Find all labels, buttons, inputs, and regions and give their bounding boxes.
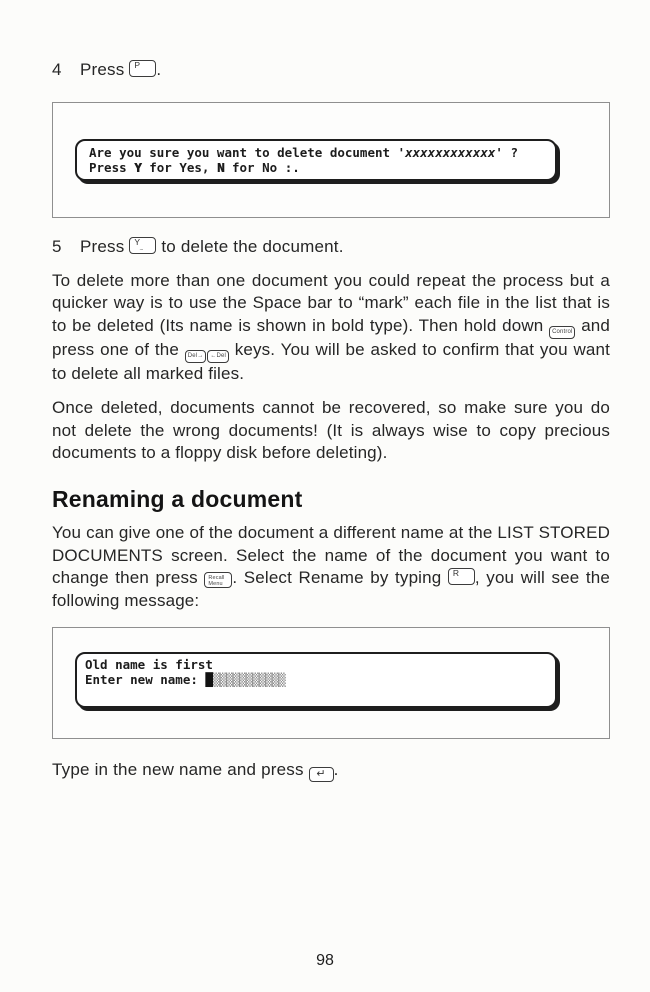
key-y-icon: Y ... [129, 237, 156, 254]
type-new-name-line [52, 760, 610, 782]
paragraph-renaming: You can give one of the document a different name at the LIST STORED DOCUMENTS screen. Select the name of the document you want to change then press Recall Menu . Select Rename by typing R , you will see the following message: [52, 523, 610, 610]
crt-screen-delete [75, 139, 557, 181]
no-key-letter: N [216, 160, 225, 175]
key-r-icon: R [448, 568, 475, 585]
document-name-placeholder: 'xxxxxxxxxxxx' [397, 145, 503, 160]
key-p-icon: P [129, 60, 156, 77]
paragraph-delete-multiple: To delete more than one document you could repeat the process but a quicker way is to use the Space bar to “mark” each file in the list that is to be deleted (Its name is shown in bold type). Then hold down Control and press one of the Del→ ←Del keys. You will be asked to confirm that you want to delete all marked files. [52, 271, 611, 383]
step-4-number: 4 [52, 60, 62, 79]
key-return-icon: ↵ [309, 767, 334, 782]
text-cursor-block: █ [205, 672, 213, 688]
screen-line-2: Press Y for Yes, N for No :. [89, 160, 300, 175]
paragraph-warning: Once deleted, documents cannot be recovered, so make sure you do not delete the wrong documents! (It is always wise to copy precious documents to a floppy disk before deleting). [52, 398, 610, 463]
screen-line-1: Are you sure you want to delete document 'xxxxxxxxxxxx' ? [89, 145, 518, 160]
key-del-forward-icon: Del→ [185, 350, 207, 363]
key-control-icon: Control [549, 326, 575, 339]
key-del-back-icon: ←Del [207, 350, 229, 363]
crt-screen-rename [75, 652, 557, 708]
key-recall-menu-icon: Recall Menu [204, 572, 232, 588]
step-4-text-pre: Press [80, 60, 125, 79]
figure-rename-prompt [52, 627, 610, 739]
screen-line-new-name: Enter new name: █▒▒▒▒▒▒▒▒▒▒▒ [85, 672, 285, 688]
screen-line-old-name: Old name is first [85, 657, 213, 673]
yes-key-letter: Y [134, 160, 142, 175]
step-4 [52, 60, 610, 80]
section-heading-renaming: Renaming a document [52, 486, 303, 513]
figure-delete-confirmation [52, 102, 610, 218]
step-4-text-post: . [156, 60, 162, 79]
step-5-text-post: to delete the document. [161, 237, 344, 256]
type-line-post: . [333, 760, 339, 780]
type-line-pre: Type in the new name and press [52, 760, 304, 780]
step-5-number: 5 [52, 237, 62, 256]
step-5-text-pre: Press [80, 237, 125, 256]
step-5 [52, 237, 610, 257]
page-number: 98 [316, 952, 334, 969]
name-entry-field: ▒▒▒▒▒▒▒▒▒▒▒ [212, 672, 285, 688]
